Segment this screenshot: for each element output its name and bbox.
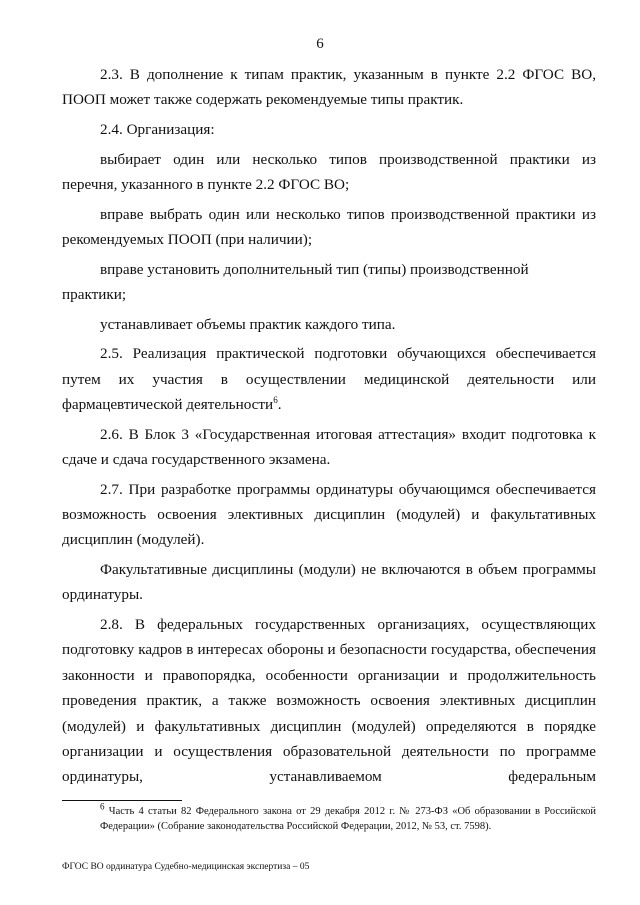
footnote-text: Часть 4 статьи 82 Федерального закона от 29 декабря 2012 г. № 273-ФЗ «Об образовании в Российской Федерации» (Собрание законодательства Российской Федерации, 2012, № 53, ст. 7598). [100,806,597,832]
document-body [62,62,596,794]
footnote-marker: 6 [100,801,105,812]
paragraph-2-4: 2.4. Организация: [100,121,215,138]
paragraph-2-7: 2.7. При разработке программы ординатуры обучающимся обеспечивается возможность освоения элективных дисциплин (модулей) и факультативных дисциплин (модулей). [62,480,596,549]
footnote-reference: 6 [273,394,278,405]
footnote-body [62,801,597,834]
document-footer: ФГОС ВО ординатура Судебно-медицинская экспертиза – 05 [62,862,310,872]
footnote-separator [62,800,182,801]
paragraph-2-4-item-2: вправе выбрать один или несколько типов производственной практики из рекомендуемых ПООП (при наличии); [62,205,596,248]
paragraph-2-4-item-3: вправе установить дополнительный тип (типы) производственной практики; [62,260,529,303]
page-number: 6 [316,36,324,52]
paragraph-2-7-note: Факультативные дисциплины (модули) не включаются в объем программы ординатуры. [62,561,596,604]
footnote [62,801,597,834]
paragraph-2-6: 2.6. В Блок 3 «Государственная итоговая аттестация» входит подготовка к сдаче и сдача государственного экзамена. [62,425,596,468]
paragraph-2-8: 2.8. В федеральных государственных организациях, осуществляющих подготовку кадров в интересах обороны и безопасности государства, обеспечения законности и правопорядка, особенности организации и продолжительность проведения практик, а также возможность освоения элективных дисциплин (модулей) и факультативных дисциплин (модулей) определяются в порядке организации и осуществления образовательной деятельности по программе ординатуры, устанавливаемом федеральным [62,616,596,786]
paragraph-2-5: 2.5. Реализация практической подготовки обучающихся обеспечивается путем их участия в осуществлении медицинской деятельности или фармацевтической деятельности$^6$. [62,345,596,413]
paragraph-2-4-item-4: устанавливает объемы практик каждого типа. [100,315,396,333]
paragraph-2-5-text: 2.5. Реализация практической подготовки обучающихся обеспечивается путем их участия в осуществлении медицинской деятельности или фармацевтической деятельности [62,345,596,413]
paragraph-2-4-item-1: выбирает один или несколько типов производственной практики из перечня, указанного в пункте 2.2 ФГОС ВО; [62,150,596,193]
paragraph-2-3: 2.3. В дополнение к типам практик, указанным в пункте 2.2 ФГОС ВО, ПООП может также содержать рекомендуемые типы практик. [62,66,596,109]
